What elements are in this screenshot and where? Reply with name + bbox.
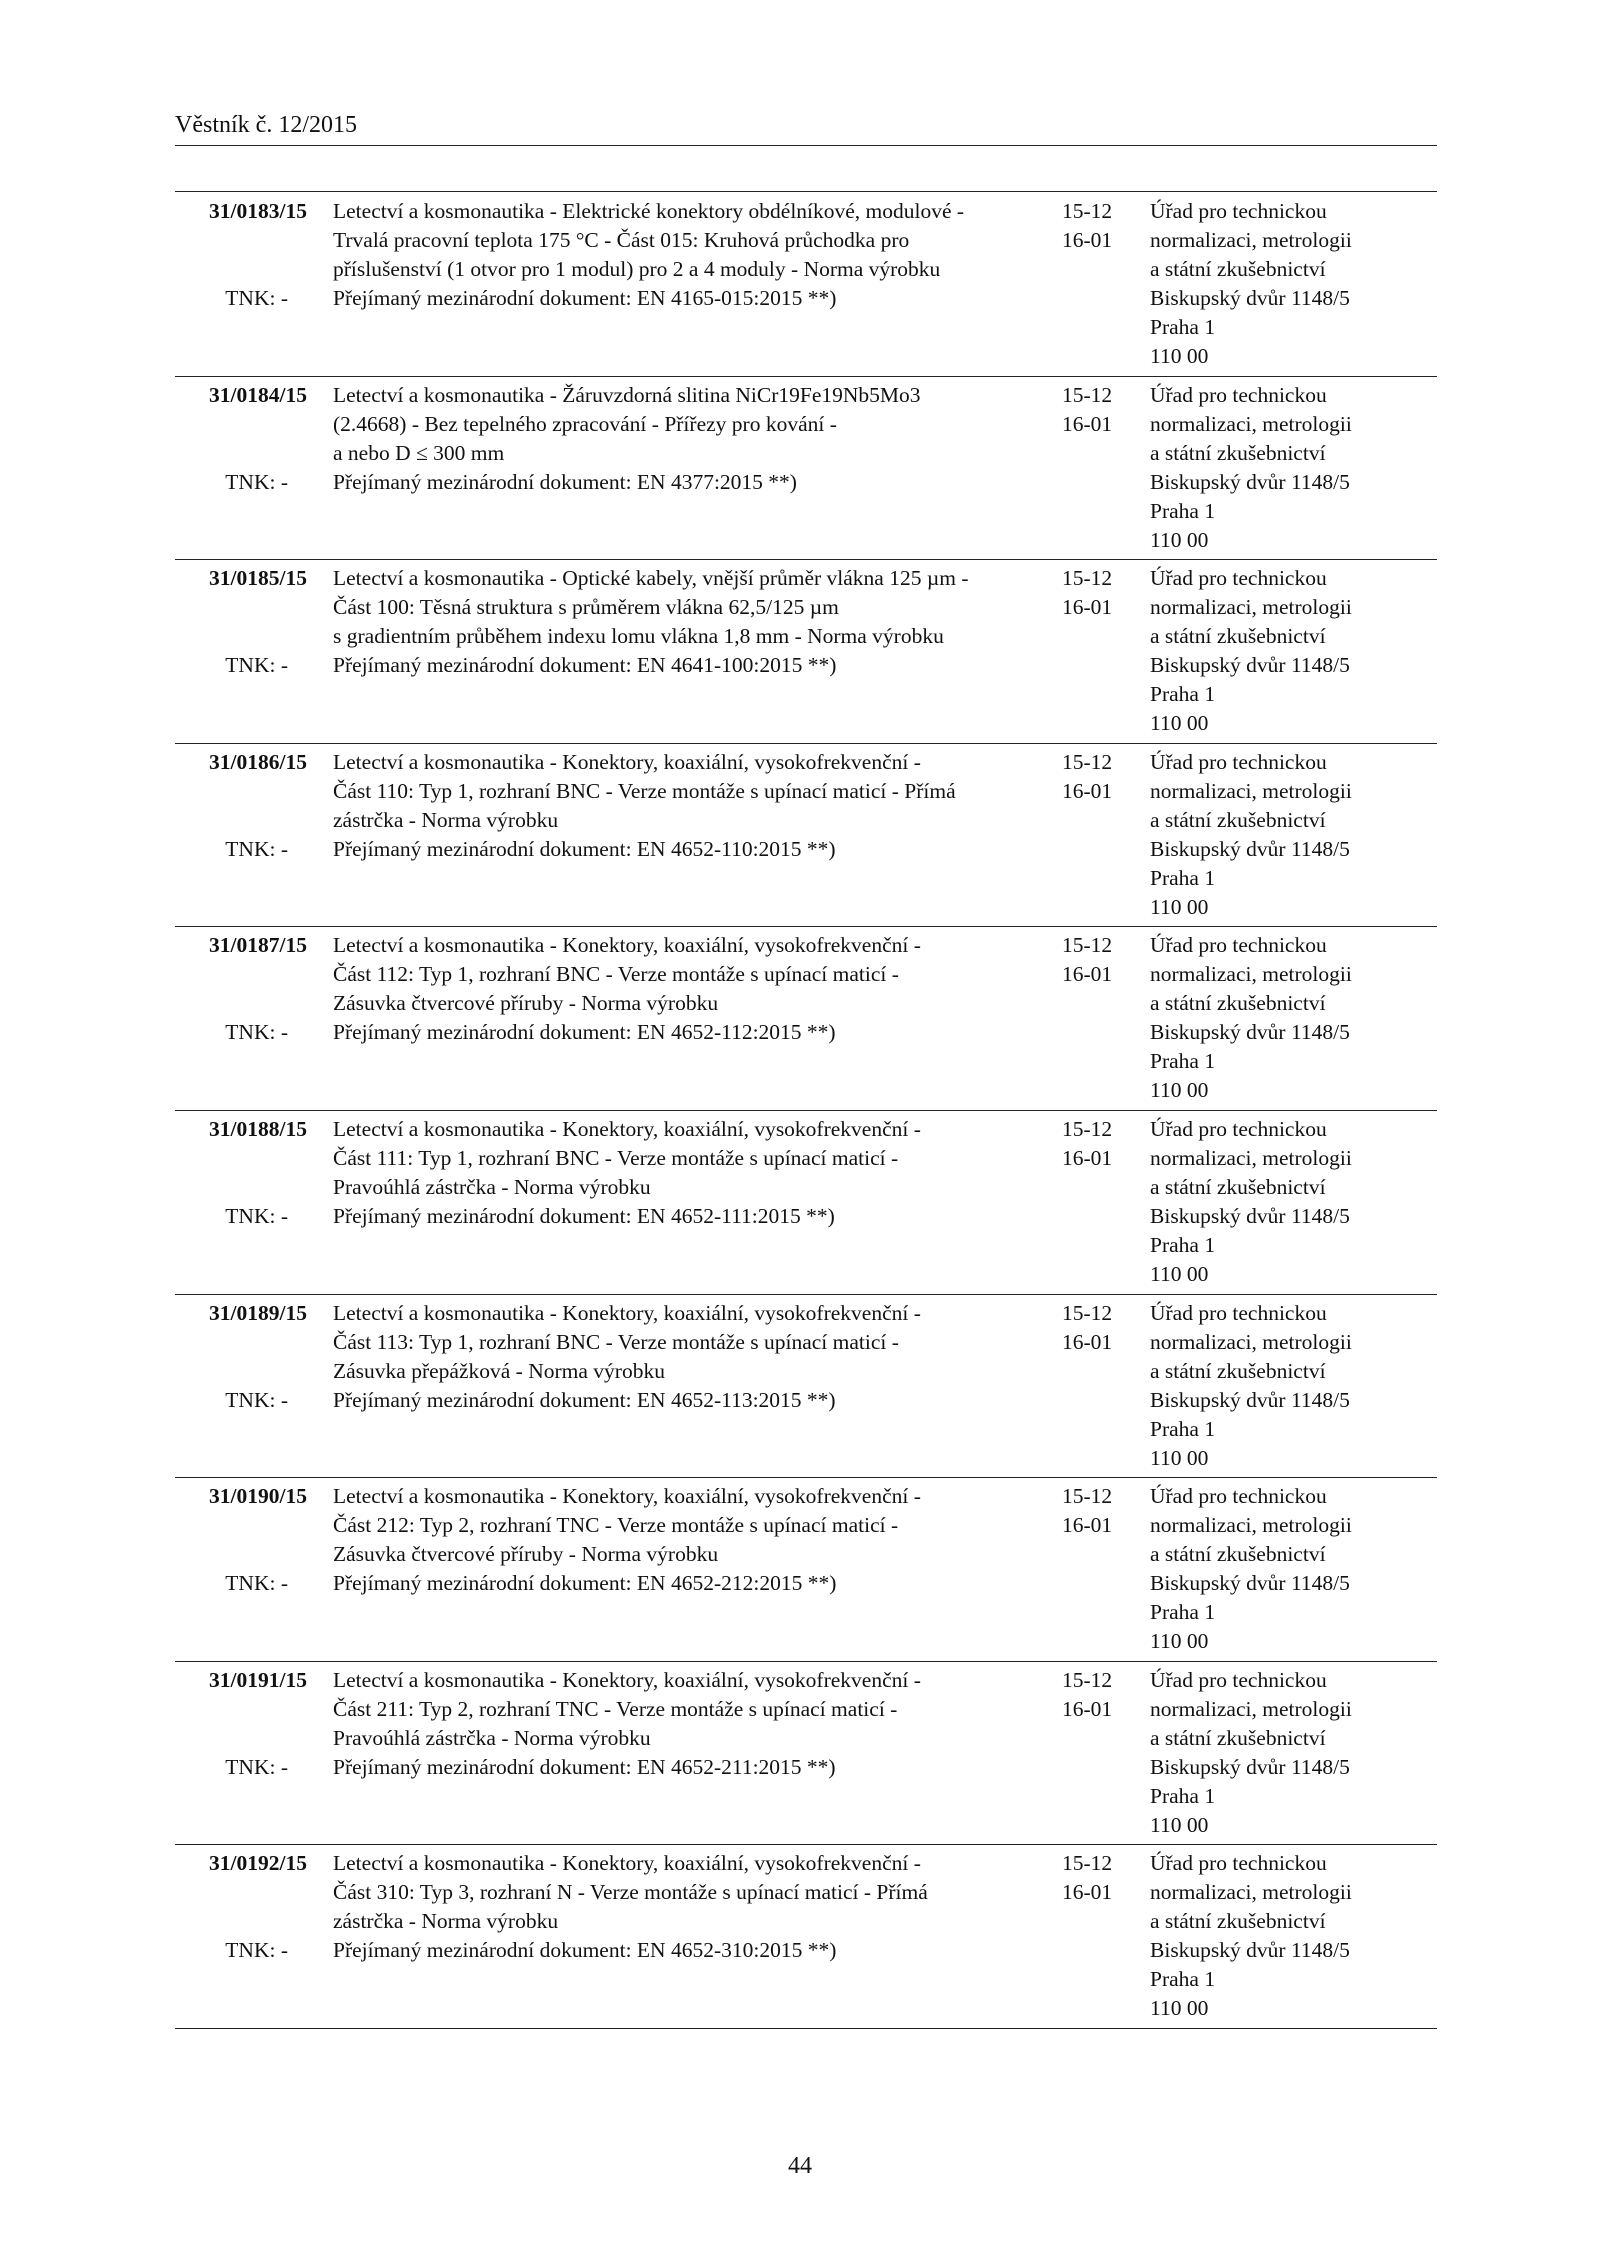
description-line: Letectví a kosmonautika - Elektrické konektory obdélníkové, modulové - [333,199,965,223]
office-line: normalizaci, metrologii [1150,595,1352,620]
date-line: 16-01 [1062,228,1113,252]
office-line: Praha 1 [1150,1783,1216,1808]
standard-entry [175,744,1437,928]
entry-description [333,197,965,313]
standard-entry [175,1478,1437,1662]
office-line: Biskupský dvůr 1148/5 [1150,1387,1350,1412]
office-line: Úřad pro technickou [1150,1300,1327,1325]
entry-description [333,1666,921,1782]
date-line: 15-12 [1062,1484,1113,1509]
description-line: zástrčka - Norma výrobku [333,1909,559,1934]
date-line: 16-01 [1062,962,1113,987]
entry-tnk: TNK: - [225,1387,288,1412]
date-line: 15-12 [1062,1667,1113,1692]
description-line: Letectví a kosmonautika - Konektory, koaxiální, vysokofrekvenční - [333,1851,921,1876]
description-line: Trvalá pracovní teplota 175 °C - Část 015: Kruhová průchodka pro [333,228,910,252]
office-line: Úřad pro technickou [1150,199,1327,223]
entry-description [333,1115,921,1231]
description-line: Zásuvka čtvercové příruby - Norma výrobku [333,991,719,1016]
entry-dates [1062,1666,1142,1724]
date-line: 16-01 [1062,1145,1113,1170]
office-line: a státní zkušebnictví [1150,257,1326,281]
entry-office-address [1150,1849,1435,2023]
office-line: Biskupský dvůr 1148/5 [1150,1571,1350,1596]
office-line: Biskupský dvůr 1148/5 [1150,469,1350,494]
entry-dates [1062,564,1142,622]
office-line: a státní zkušebnictví [1150,440,1326,465]
description-line: Letectví a kosmonautika - Konektory, koaxiální, vysokofrekvenční - [333,749,921,774]
office-line: Úřad pro technickou [1150,1484,1327,1509]
description-line: Pravoúhlá zástrčka - Norma výrobku [333,1725,651,1750]
entry-dates [1062,1482,1142,1540]
entry-description [333,381,921,497]
entry-number: 31/0191/15 [209,1667,307,1692]
office-line: Úřad pro technickou [1150,566,1327,591]
office-line: normalizaci, metrologii [1150,778,1352,803]
entry-number: 31/0184/15 [209,382,307,407]
description-line: Přejímaný mezinárodní dokument: EN 4165-015:2015 **) [333,286,837,310]
entry-tnk: TNK: - [225,1754,288,1779]
office-line: Biskupský dvůr 1148/5 [1150,836,1350,861]
office-line: a státní zkušebnictví [1150,1725,1326,1750]
office-line: 110 00 [1150,1629,1209,1654]
entry-office-address [1150,748,1435,922]
description-line: Přejímaný mezinárodní dokument: EN 4652-211:2015 **) [333,1754,836,1779]
standard-entry [175,377,1437,561]
entry-dates [1062,931,1142,989]
entry-office-address [1150,1299,1435,1473]
office-line: normalizaci, metrologii [1150,228,1352,252]
description-line: Část 310: Typ 3, rozhraní N - Verze montáže s upínací maticí - Přímá [333,1880,928,1905]
description-line: Přejímaný mezinárodní dokument: EN 4652-212:2015 **) [333,1571,837,1596]
description-line: Přejímaný mezinárodní dokument: EN 4377:2015 **) [333,469,797,494]
office-line: Úřad pro technickou [1150,382,1327,407]
description-line: s gradientním průběhem indexu lomu vlákna 1,8 mm - Norma výrobku [333,624,944,649]
entry-dates [1062,1115,1142,1173]
office-line: Biskupský dvůr 1148/5 [1150,653,1350,678]
entry-tnk: TNK: - [225,1938,288,1963]
entry-number: 31/0187/15 [209,933,307,958]
description-line: Letectví a kosmonautika - Konektory, koaxiální, vysokofrekvenční - [333,933,921,958]
office-line: normalizaci, metrologii [1150,962,1352,987]
office-line: Úřad pro technickou [1150,1851,1327,1876]
date-line: 16-01 [1062,1513,1113,1538]
entry-dates [1062,197,1142,255]
description-line: Letectví a kosmonautika - Konektory, koaxiální, vysokofrekvenční - [333,1116,921,1141]
entry-description [333,564,969,680]
entry-description [333,1849,928,1965]
description-line: (2.4668) - Bez tepelného zpracování - Přířezy pro kování - [333,411,837,436]
office-line: Praha 1 [1150,1967,1216,1992]
date-line: 15-12 [1062,1851,1113,1876]
entry-office-address [1150,1482,1435,1656]
office-line: Úřad pro technickou [1150,933,1327,958]
office-line: a státní zkušebnictví [1150,1909,1326,1934]
office-line: 110 00 [1150,527,1209,552]
description-line: Část 113: Typ 1, rozhraní BNC - Verze montáže s upínací maticí - [333,1329,899,1354]
description-line: Část 211: Typ 2, rozhraní TNC - Verze montáže s upínací maticí - [333,1696,898,1721]
entry-dates [1062,381,1142,439]
office-line: normalizaci, metrologii [1150,1513,1352,1538]
table-top-rule [175,191,1437,192]
description-line: Pravoúhlá zástrčka - Norma výrobku [333,1174,651,1199]
office-line: Praha 1 [1150,865,1216,890]
entry-dates [1062,748,1142,806]
entry-office-address [1150,564,1435,738]
date-line: 16-01 [1062,1880,1113,1905]
description-line: Část 100: Těsná struktura s průměrem vlákna 62,5/125 µm [333,595,839,620]
entry-office-address [1150,931,1435,1105]
description-line: Letectví a kosmonautika - Konektory, koaxiální, vysokofrekvenční - [333,1300,921,1325]
description-line: Přejímaný mezinárodní dokument: EN 4652-113:2015 **) [333,1387,836,1412]
office-line: Biskupský dvůr 1148/5 [1150,1754,1350,1779]
description-line: Letectví a kosmonautika - Žáruvzdorná slitina NiCr19Fe19Nb5Mo3 [333,382,921,407]
page-header-title: Věstník č. 12/2015 [175,112,357,138]
entry-tnk: TNK: - [225,1571,288,1596]
description-line: Část 111: Typ 1, rozhraní BNC - Verze montáže s upínací maticí - [333,1145,899,1170]
description-line: Letectví a kosmonautika - Optické kabely, vnější průměr vlákna 125 µm - [333,566,969,591]
office-line: Praha 1 [1150,1049,1216,1074]
office-line: Praha 1 [1150,1416,1216,1441]
header-rule [175,145,1437,146]
entry-number: 31/0192/15 [209,1851,307,1876]
office-line: 110 00 [1150,894,1209,919]
entry-dates [1062,1299,1142,1357]
description-line: Část 110: Typ 1, rozhraní BNC - Verze montáže s upínací maticí - Přímá [333,778,956,803]
office-line: Úřad pro technickou [1150,749,1327,774]
entry-tnk: TNK: - [225,653,288,678]
entry-description [333,1482,921,1598]
date-line: 16-01 [1062,1329,1113,1354]
date-line: 15-12 [1062,749,1113,774]
entry-number: 31/0185/15 [209,566,307,591]
office-line: Praha 1 [1150,498,1216,523]
standard-entry [175,1111,1437,1295]
office-line: a státní zkušebnictví [1150,624,1326,649]
description-line: Část 212: Typ 2, rozhraní TNC - Verze montáže s upínací maticí - [333,1513,899,1538]
date-line: 15-12 [1062,566,1113,591]
description-line: příslušenství (1 otvor pro 1 modul) pro 2 a 4 moduly - Norma výrobku [333,257,941,281]
office-line: 110 00 [1150,344,1209,368]
entry-office-address [1150,197,1435,371]
description-line: Přejímaný mezinárodní dokument: EN 4652-111:2015 **) [333,1203,835,1228]
entry-tnk: TNK: - [225,286,288,310]
office-line: a státní zkušebnictví [1150,1358,1326,1383]
page-number: 44 [788,2153,812,2179]
office-line: Praha 1 [1150,1232,1216,1257]
entry-tnk: TNK: - [225,1020,288,1045]
date-line: 15-12 [1062,199,1113,223]
office-line: Praha 1 [1150,315,1216,339]
date-line: 16-01 [1062,411,1113,436]
office-line: Biskupský dvůr 1148/5 [1150,286,1350,310]
entry-number: 31/0186/15 [209,749,307,774]
office-line: a státní zkušebnictví [1150,991,1326,1016]
office-line: a státní zkušebnictví [1150,1174,1326,1199]
entry-description [333,1299,921,1415]
entry-description [333,748,956,864]
office-line: Biskupský dvůr 1148/5 [1150,1938,1350,1963]
standard-entry [175,1845,1437,2029]
entry-office-address [1150,381,1435,555]
office-line: 110 00 [1150,1812,1209,1837]
office-line: 110 00 [1150,1445,1209,1470]
office-line: 110 00 [1150,1996,1209,2021]
description-line: Letectví a kosmonautika - Konektory, koaxiální, vysokofrekvenční - [333,1667,921,1692]
entry-tnk: TNK: - [225,469,288,494]
standard-entry [175,927,1437,1111]
date-line: 15-12 [1062,1300,1113,1325]
entry-number: 31/0189/15 [209,1300,307,1325]
office-line: a státní zkušebnictví [1150,807,1326,832]
date-line: 15-12 [1062,1116,1113,1141]
description-line: Přejímaný mezinárodní dokument: EN 4652-110:2015 **) [333,836,836,861]
office-line: Biskupský dvůr 1148/5 [1150,1203,1350,1228]
standard-entry [175,193,1437,377]
date-line: 15-12 [1062,933,1113,958]
office-line: a státní zkušebnictví [1150,1542,1326,1567]
entry-office-address [1150,1666,1435,1840]
date-line: 16-01 [1062,595,1113,620]
date-line: 15-12 [1062,382,1113,407]
office-line: normalizaci, metrologii [1150,411,1352,436]
description-line: zástrčka - Norma výrobku [333,807,559,832]
date-line: 16-01 [1062,778,1113,803]
entry-description [333,931,921,1047]
description-line: a nebo D ≤ 300 mm [333,440,505,465]
entry-number: 31/0183/15 [209,199,307,223]
description-line: Přejímaný mezinárodní dokument: EN 4652-310:2015 **) [333,1938,837,1963]
office-line: normalizaci, metrologii [1150,1696,1352,1721]
entry-tnk: TNK: - [225,1203,288,1228]
office-line: Praha 1 [1150,682,1216,707]
entry-tnk: TNK: - [225,836,288,861]
description-line: Část 112: Typ 1, rozhraní BNC - Verze montáže s upínací maticí - [333,962,899,987]
entry-number: 31/0188/15 [209,1116,307,1141]
office-line: normalizaci, metrologii [1150,1880,1352,1905]
office-line: 110 00 [1150,1261,1209,1286]
standard-entry [175,1662,1437,1846]
standard-entry [175,1295,1437,1479]
entry-dates [1062,1849,1142,1907]
standards-list [175,193,1437,2029]
description-line: Zásuvka přepážková - Norma výrobku [333,1358,665,1383]
date-line: 16-01 [1062,1696,1113,1721]
office-line: 110 00 [1150,1078,1209,1103]
entry-office-address [1150,1115,1435,1289]
office-line: normalizaci, metrologii [1150,1145,1352,1170]
office-line: 110 00 [1150,711,1209,736]
office-line: Biskupský dvůr 1148/5 [1150,1020,1350,1045]
description-line: Zásuvka čtvercové příruby - Norma výrobku [333,1542,719,1567]
office-line: normalizaci, metrologii [1150,1329,1352,1354]
office-line: Úřad pro technickou [1150,1116,1327,1141]
description-line: Přejímaný mezinárodní dokument: EN 4641-100:2015 **) [333,653,837,678]
entry-number: 31/0190/15 [209,1484,307,1509]
office-line: Praha 1 [1150,1600,1216,1625]
description-line: Přejímaný mezinárodní dokument: EN 4652-112:2015 **) [333,1020,836,1045]
standard-entry [175,560,1437,744]
office-line: Úřad pro technickou [1150,1667,1327,1692]
description-line: Letectví a kosmonautika - Konektory, koaxiální, vysokofrekvenční - [333,1484,921,1509]
